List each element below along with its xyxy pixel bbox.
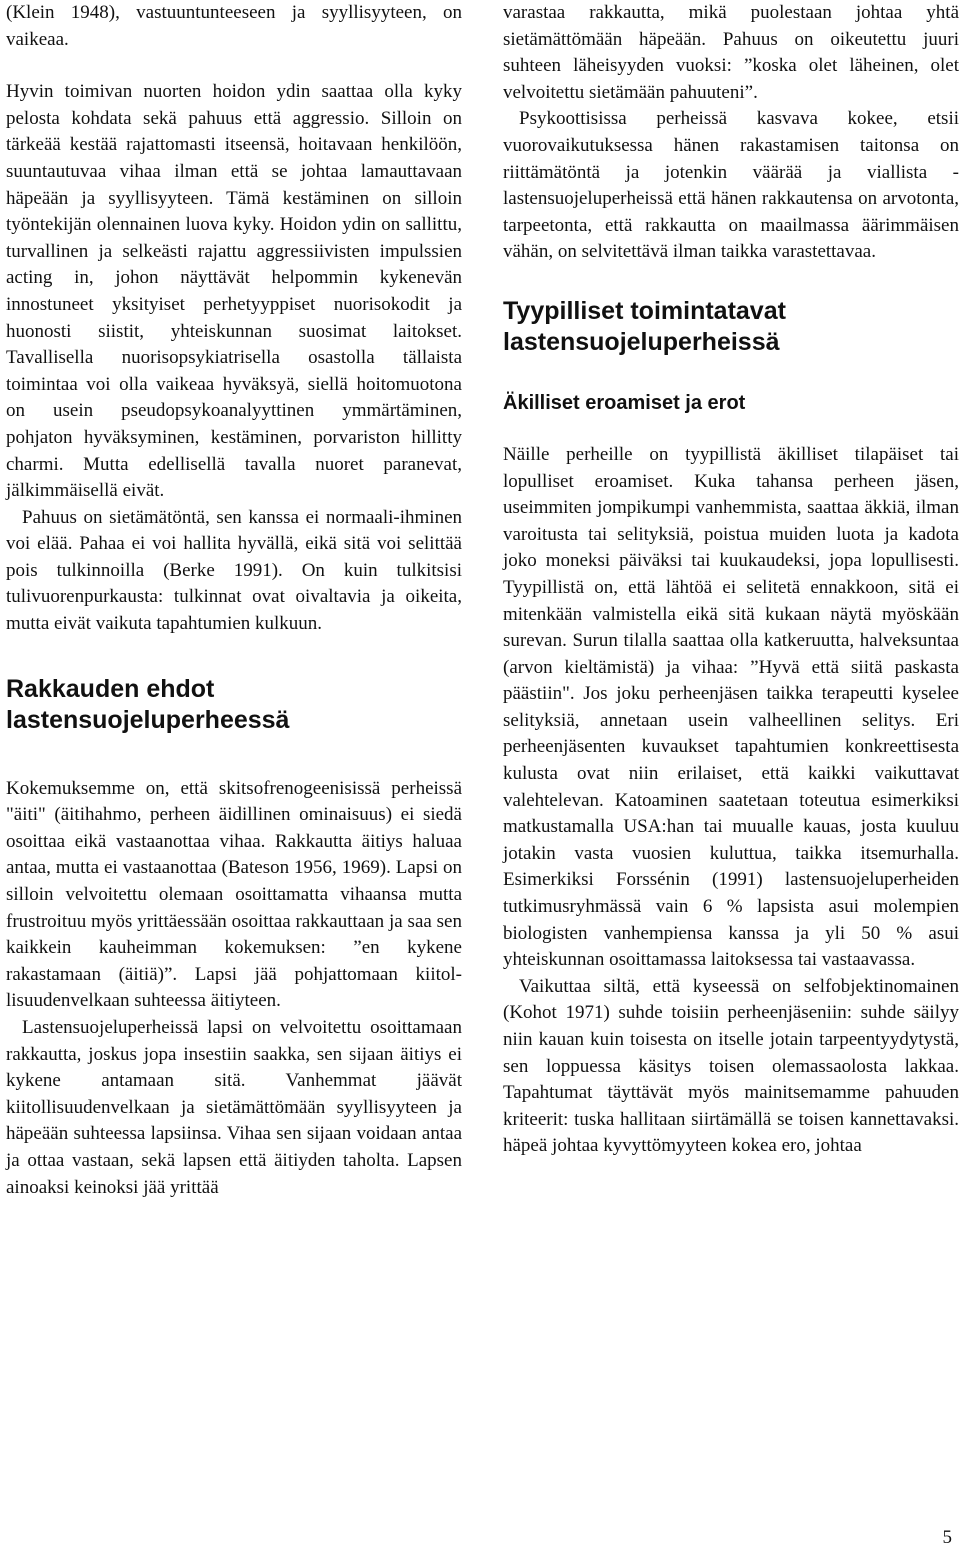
paragraph: Kokemuksemme on, että skitsofrenogeenisissä perheissä "äiti" (äitihahmo, perheen äidillinen ominaisuus) ei siedä osoittaa eikä vastaanottaa vihaa. Rakkautta äitiys haluaa antaa, mutta ei vastaanottaa (Bateson 1956, 1969). Lapsi on silloin velvoitettu olemaan osoittamatta vihaansa mutta frustroituu myös yrittäessään osoittaa rakkauttaan ja saa sen kaikkein kauheimman kokemuksen: ”en kykene rakastamaan (äitiä)”. Lapsi jää pohjattomaan kiitollisuudenvelkaan suhteessa äitiyteen. xyxy=(6,777,462,1012)
paragraph: Pahuus on sietämätöntä, sen kanssa ei normaali-ihminen voi elää. Pahaa ei voi hallita hyvällä, eikä sitä voi selittää pois tulkinnoilla (Berke 1991). On kuin tulkitsisi tulivuorenpurkausta: tulkinnat ovat oivaltavia ja oikeita, mutta eivät vaikuta tapahtumien kulkuun. xyxy=(6,506,462,635)
section-heading: Rakkauden ehdot lastensuojeluperheessä xyxy=(6,674,290,734)
paragraph: Hyvin toimivan nuorten hoidon ydin saattaa olla kyky pelosta kohdata sekä pahuus että aggressio. Silloin on tärkeää kestää rajattomasti itseensä, hoitavaan henkilöön, suuntautuvaa vihaa ilman että se johtaa lamauttavaan häpeään ja syyllisyyteen. Tämä kestäminen on silloin työntekijän olennainen luova kyky. Hoidon ydin on sallittu, turvallinen ja selkeästi rajattu aggressiivisten impulssien acting in, johon näyttävät helpommin kykenevän innostuneet yksityiset perhetyyppiset nuorisokodit ja huonosti siistit, yhteiskunnan suosimat laitokset. Tavallisella nuorisopsykiatrisella osastolla tällaista toimintaa voi olla vaikeaa hyväksyä, siellä hoitomuotona on usein pseudopsykoanalyyttinen ymmärtäminen, pohjaton hyväksyminen, kestäminen, porvariston hillitty charmi. Mutta edellisellä tavalla nuoret paranevat, jälkimmäisellä eivät. xyxy=(6,81,462,502)
paragraph: Psykoottisissa perheissä kasvava kokee, etsii vuorovaikutuksessa hänen rakastamisen taitonsa on riittämätöntä ja jotenkin väärää ja viallista - lastensuojeluperheissä että hänen rakkautensa on arvotonta, tarpeetonta, että rakkautta on maailmassa äärimmäisen vähän, on selvitettävä ilman taikka varastettavaa. xyxy=(503,108,959,263)
paragraph: Vaikuttaa siltä, että kyseessä on selfobjektinomainen (Kohot 1971) suhde toisiin perheenjäseniin: suhde säilyy niin kauan kuin toisesta on itselle jotain tarpeentyydytystä, sen loppuessa käsitys toisen olemassaolosta lakkaa. Tapahtumat täyttävät myös mainitsemamme pahuuden kriteerit: tuska hallitaan siirtämällä se toisen kannettavaksi. häpeä johtaa kyvyttömyyteen kokea ero, johtaa xyxy=(503,975,959,1157)
paragraph: (Klein 1948), vastuuntunteeseen ja syyllisyyteen, on vaikeaa. xyxy=(6,2,462,50)
right-column xyxy=(503,0,959,1160)
paragraph: Lastensuojeluperheissä lapsi on velvoitettu osoittamaan rakkautta, joskus jopa insestiin saakka, sen sijaan äitiys ei kykene antamaan sitä. Vanhemmat jäävät kiitollisuudenvelkaan ja sietämättömään syyllisyyteen ja häpeään suhteessa lapsiinsa. Vihaa sen sijaan voidaan antaa ja ottaa vastaan, sekä lapsen että äitiyden taholta. Lapsen ainoaksi keinoksi jää yrittää xyxy=(6,1017,462,1198)
subsection-heading: Äkilliset eroamiset ja erot xyxy=(503,391,746,414)
paragraph: Näille perheille on tyypillistä äkilliset tilapäiset tai lopulliset eroamiset. Kuka tahansa perheen jäsen, useimmiten jompikumpi vanhemmista, saattaa äkkiä, ilman varoitusta tai selityksiä, poistua muiden luota ja kadota joko moneksi päiväksi tai kuukaudeksi, jopa lopullisesti. Tyypillistä on, että lähtöä ei selitetä ennakkoon, sitä ei mitenkään valmistella eikä sitä kukaan näytä myöskään surevan. Surun tilalla saattaa olla katkeruutta, halveksuntaa (arvon kieltämistä) ja vihaa: ”Hyvä että siitä paskasta päästiin". Jos joku perheenjäsen taikka terapeutti kyselee selityksiä, annetaan usein valheellinen selitys. Eri perheenjäsenten kuvaukset tapahtumien konkreettisesta kulusta ovat niin erilaiset, että kaikki vaikuttavat valehtelevan. Katoaminen saatetaan toteutua esimerkiksi matkustamalla USA:han tai muualle kauas, josta kuuluu jotakin vasta vuosien kuluttua, taikka itsemurhalla. Esimerkiksi Forssénin (1991) lastensuojeluperheiden tutkimusryhmässä vain 6 % lapsista asui molempien biologisten vanhempiensa kanssa ja yli 50 % asui yhteiskunnan osoittamassa laitoksessa tai vastaavassa. xyxy=(503,443,959,971)
page-number: 5 xyxy=(942,1527,952,1548)
left-column xyxy=(6,0,462,1201)
section-heading: Tyypilliset toimintatavat lastensuojeluperheissä xyxy=(503,296,786,356)
paragraph: varastaa rakkautta, mikä puolestaan johtaa yhtä sietämättömään häpeään. Pahuus on oikeutettu juuri suhteen läheisyyden vuoksi: ”koska olet läheinen, olet velvoitettu sietämään pahuuteni”. xyxy=(503,2,959,103)
